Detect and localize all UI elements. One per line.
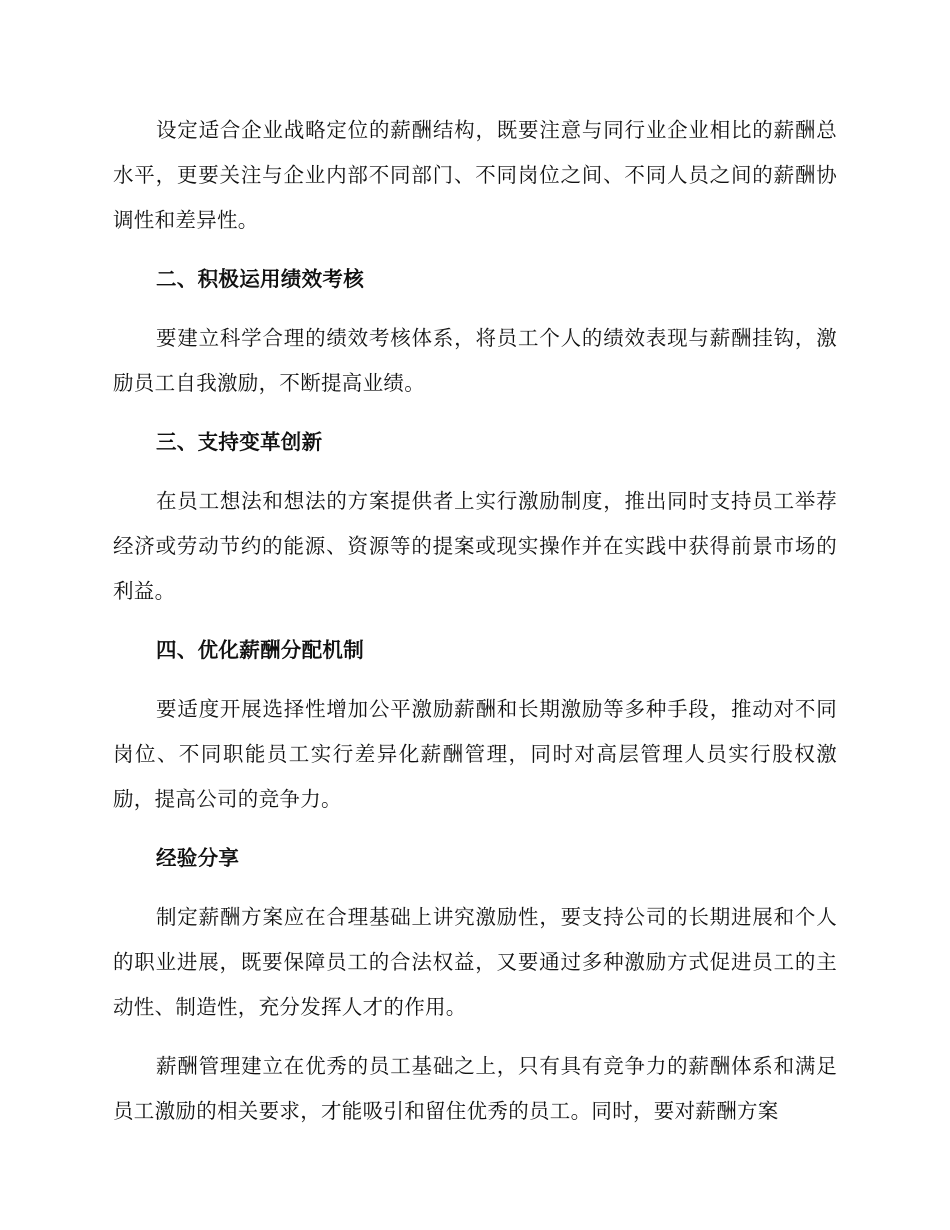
paragraph-experience-sharing: 制定薪酬方案应在合理基础上讲究激励性，要支持公司的长期进展和个人的职业进展，既要保障员工的合法权益，又要通过多种激励方式促进员工的主动性、制造性，充分发挥人才的作用。 <box>113 905 837 1019</box>
paragraph-support-innovation: 在员工想法和想法的方案提供者上实行激励制度，推出同时支持员工举荐经济或劳动节约的能源、资源等的提案或现实操作并在实践中获得前景市场的利益。 <box>113 489 837 603</box>
paragraph-salary-structure: 设定适合企业战略定位的薪酬结构，既要注意与同行业企业相比的薪酬总水平，更要关注与企业内部不同部门、不同岗位之间、不同人员之间的薪酬协调性和差异性。 <box>113 118 837 232</box>
paragraph-optimize-distribution: 要适度开展选择性增加公平激励薪酬和长期激励等多种手段，推动对不同岗位、不同职能员工实行差异化薪酬管理，同时对高层管理人员实行股权激励，提高公司的竞争力。 <box>113 697 837 811</box>
heading-performance-appraisal: 二、积极运用绩效考核 <box>156 267 364 291</box>
document-body <box>113 108 837 1134</box>
heading-experience-sharing: 经验分享 <box>156 846 240 870</box>
heading-optimize-distribution: 四、优化薪酬分配机制 <box>156 638 364 662</box>
paragraph-performance-appraisal: 要建立科学合理的绩效考核体系，将员工个人的绩效表现与薪酬挂钩，激励员工自我激励，不断提高业绩。 <box>113 326 837 395</box>
paragraph-salary-management: 薪酬管理建立在优秀的员工基础之上，只有具有竞争力的薪酬体系和满足员工激励的相关要求，才能吸引和留住优秀的员工。同时，要对薪酬方案 <box>113 1054 837 1123</box>
heading-support-innovation: 三、支持变革创新 <box>156 430 323 454</box>
